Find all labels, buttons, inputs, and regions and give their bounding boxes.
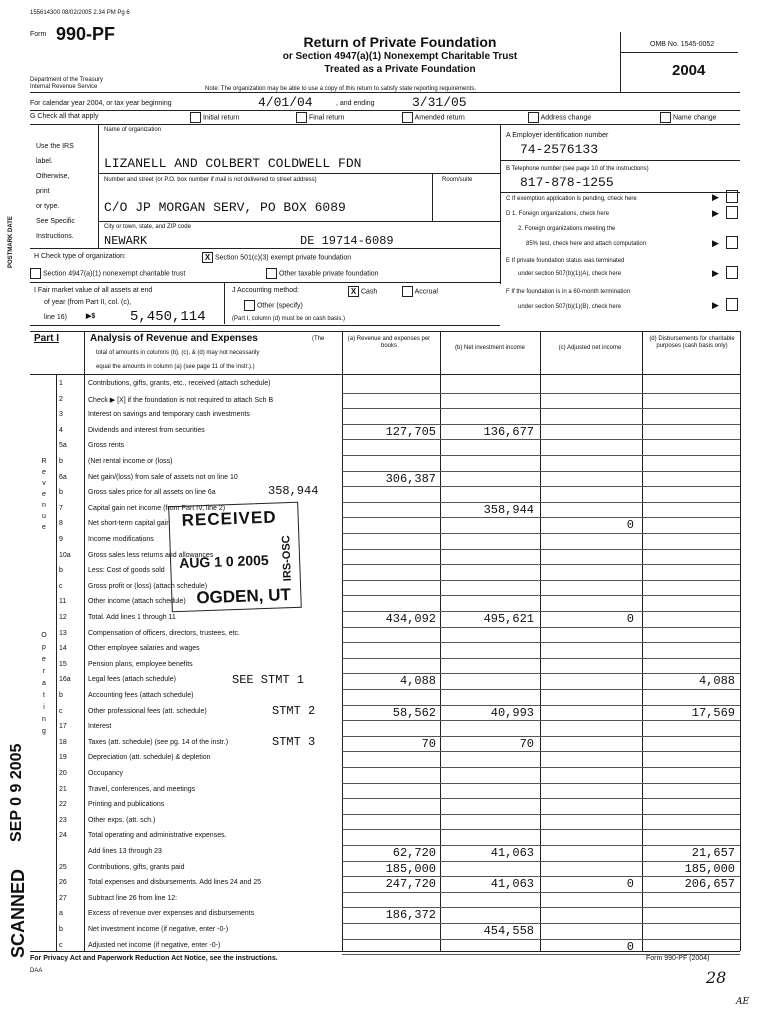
fair-market-value[interactable]: 5,450,114 [130,309,206,325]
line-number: 1 [59,380,63,387]
line-description: Total operating and administrative expenses. [88,832,227,840]
f2-label: under section 507(b)(1)(B), check here [518,304,622,310]
line-description: Income modifications [88,536,154,543]
line-number: 13 [59,629,67,637]
cell-col-b[interactable]: 358,944 [483,502,534,517]
row-rule [342,798,740,799]
footer-privacy: For Privacy Act and Paperwork Reduction Act Notice, see the instructions. [30,955,278,962]
state-zip-field[interactable]: DE 19714-6089 [300,234,394,248]
i-label3: line 16) [44,314,67,321]
line-description: Less: Cost of goods sold [88,567,165,575]
line-description: Legal fees (attach schedule) [88,676,176,684]
cell-col-a[interactable]: 62,720 [392,846,436,860]
line-description: Net short-term capital gain [88,520,171,528]
g-final-return[interactable]: Final return [296,112,344,123]
cell-col-d[interactable]: 4,088 [698,674,735,689]
line-description: Other employee salaries and wages [88,645,200,653]
row-rule [342,533,740,534]
h-opt-501c3[interactable]: X Section 501(c)(3) exempt private foundation [202,252,351,263]
cell-col-b[interactable]: 70 [519,736,534,751]
line-number: 2 [59,395,63,403]
scanned-stamp: SCANNED [8,868,28,958]
initial-return-checkbox[interactable] [190,112,201,123]
line-number: b [59,926,63,933]
line-number: 18 [59,738,67,746]
line-number: 15 [59,660,67,668]
cell-col-c[interactable]: 0 [626,518,634,533]
line-description: Compensation of officers, directors, trustees, etc. [88,629,240,637]
row-rule [342,939,740,940]
irs-label-instructions: Use the IRS label. Otherwise, print or type. See Specific Instructions. [36,143,75,240]
col-d-header: (d) Disbursements for charitable purposes (cash basis only) [649,336,735,349]
line-description: Interest [88,723,112,731]
d1-arrow: ▶ [712,208,719,218]
city-field[interactable]: NEWARK [104,234,148,248]
row-rule [342,829,740,830]
gross-sales-value[interactable]: 358,944 [268,484,319,498]
i-label2: of year (from Part II, col. (c), [44,299,132,306]
cell-col-d[interactable]: 21,657 [691,846,735,860]
form-note: Note: The organization may be able to use a copy of this return to satisfy state reporting requirements. [205,86,477,92]
other-method-checkbox[interactable] [244,300,255,311]
cell-col-b[interactable]: 40,993 [490,705,534,720]
line-description: Other exps. (att. sch.) [88,816,156,824]
line-number: 10a [59,551,71,559]
line-description: (Net rental income or (loss) [88,458,173,465]
f-checkbox[interactable] [726,298,738,311]
org-name-field[interactable]: LIZANELL AND COLBERT COLDWELL FDN [104,156,362,171]
name-change-checkbox[interactable] [660,112,671,123]
cell-col-c[interactable]: 0 [626,939,634,954]
calendar-year-label: For calendar year 2004, or tax year beginning [30,100,172,107]
line-description: Total. Add lines 1 through 11 [88,614,176,621]
accrual-checkbox[interactable] [402,286,413,297]
h-opt-other[interactable]: Other taxable private foundation [266,268,379,279]
g-address-change[interactable]: Address change [528,112,591,123]
cell-col-b[interactable]: 41,063 [490,846,534,860]
row-rule [342,595,740,596]
line-description: Excess of revenue over expenses and disbursements [88,910,255,918]
i-label1: I Fair market value of all assets at end [34,287,153,294]
tax-year-end[interactable]: 3/31/05 [412,95,467,110]
row-rule [342,408,740,409]
line-description: Depreciation (att. schedule) & depletion [88,754,211,762]
tax-year: 2004 [672,62,706,79]
row-rule [342,502,740,503]
line-description: Interest on savings and temporary cash investments [88,411,250,419]
line-number: 7 [59,504,63,512]
line-description: Gross rents [88,442,125,450]
street-field[interactable]: C/O JP MORGAN SERV, PO BOX 6089 [104,200,346,215]
cell-col-c[interactable]: 0 [626,612,634,626]
line-description: Gross profit or (loss) (attach schedule) [88,582,208,590]
line-description: Other income (attach schedule) [88,598,186,606]
cell-col-a[interactable]: 58,562 [392,705,436,720]
g-name-change[interactable]: Name change [660,112,717,123]
row-rule [342,689,740,690]
j-note: (Part I, column (d) must be on cash basis.) [232,316,346,322]
line-description: Dividends and interest from securities [88,426,205,434]
line-number: 20 [59,770,67,777]
form-number: 990-PF [56,24,116,44]
cell-col-a[interactable]: 434,092 [385,612,436,626]
line-number: b [59,458,63,465]
postmark-date-stamp: POSTMARK DATE [8,216,14,268]
received-stamp-irs: IRS-OSC [280,535,294,582]
c-label: C If exemption application is pending, check here [506,196,637,202]
line-number: 26 [59,879,67,887]
row-rule [342,549,740,550]
j-cash-option[interactable]: X Cash [348,286,377,297]
line-number: b [59,692,63,699]
f-arrow: ▶ [712,300,719,310]
line-number: 19 [59,754,67,762]
part1-sub2: equal the amounts in column (a) (see page 11 of the instr.).) [96,364,255,370]
h-label: H Check type of organization: [34,253,126,260]
cell-col-a[interactable]: 186,372 [385,908,436,923]
received-stamp [168,502,302,612]
e2-label: under section 507(b)(1)(A), check here [518,271,622,277]
row-rule [342,720,740,721]
cell-col-a[interactable]: 127,705 [385,424,436,439]
line-description: Occupancy [88,770,124,777]
line-description: Gross sales price for all assets on line 6a [88,489,216,497]
cell-col-d[interactable]: 206,657 [684,877,735,892]
omb-number: OMB No. 1545-0052 [650,41,715,48]
line-description: Gross sales less returns and allowances [88,551,214,559]
row-rule [342,767,740,768]
row-rule [342,439,740,440]
row-rule [342,892,740,893]
col-c-header: (c) Adjusted net income [558,345,622,351]
line-description: Adjusted net income (if negative, enter -0-) [88,941,221,949]
form-subtitle2: Treated as a Private Foundation [324,64,476,75]
handwritten-page-number: 28 [706,968,727,987]
phone-label: B Telephone number (see page 10 of the instructions) [506,166,649,172]
revenue-side-label: R e v e n u e [41,458,47,531]
cell-col-b[interactable]: 41,063 [490,877,534,892]
row-rule [342,642,740,643]
stmt2-reference: STMT 2 [272,704,316,718]
scanned-date-stamp: SEP 0 9 2005 [8,743,25,842]
line-description: Accounting fees (attach schedule) [88,692,194,699]
row-rule [342,783,740,784]
cell-col-d[interactable]: 17,569 [691,705,735,720]
dept-line1: Department of the Treasury [30,77,104,83]
line-description: Taxes (att. schedule) (see pg. 14 of the instr.) [88,738,229,746]
line-number: 23 [59,816,67,824]
line-number: b [59,567,63,575]
ein-field[interactable]: 74-2576133 [520,142,599,157]
ein-label: A Employer identification number [506,132,609,139]
line-description: Travel, conferences, and meetings [88,785,196,793]
footer-daa: DAA [30,968,43,974]
row-rule [342,455,740,456]
received-stamp-date: AUG 1 0 2005 [178,551,269,571]
row-rule [342,393,740,394]
col-a-header: (a) Revenue and expenses per books [347,336,431,349]
j-label: J Accounting method: [232,287,299,294]
row-rule [342,564,740,565]
address-change-checkbox[interactable] [528,112,539,123]
amended-return-checkbox[interactable] [402,112,413,123]
h-501c3-checkbox[interactable]: X [202,252,213,263]
cell-col-a[interactable]: 306,387 [385,471,436,486]
j-other-option[interactable]: Other (specify) [244,300,303,311]
final-return-checkbox[interactable] [296,112,307,123]
line-number: c [59,707,63,715]
city-label: City or town, state, and ZIP code [104,224,191,230]
line-description: Contributions, gifts, grants, etc., received (attach schedule) [88,380,271,387]
line-number: 22 [59,801,67,809]
line-number: 17 [59,723,67,731]
line-number: 4 [59,426,63,434]
cell-col-c[interactable]: 0 [626,877,634,892]
row-rule [342,486,740,487]
line-number: 14 [59,645,67,653]
line-description: Capital gain net income (from Part IV, line 2) [88,504,226,512]
received-stamp-city: OGDEN, UT [196,585,292,608]
line-description: Contributions, gifts, grants paid [88,863,185,871]
dept-line2: Internal Revenue Service [30,84,98,90]
row-rule [342,751,740,752]
line-description: Total expenses and disbursements. Add lines 24 and 25 [88,879,262,887]
row-rule [342,658,740,659]
row-rule [342,580,740,581]
cell-col-a[interactable]: 4,088 [399,674,436,689]
d1-label: D 1. Foreign organizations, check here [506,211,610,217]
received-stamp-text: RECEIVED [181,507,277,530]
line-description: Pension plans, employee benefits [88,660,193,668]
d2-label: 2. Foreign organizations meeting the [518,226,616,232]
cell-col-a[interactable]: 247,720 [385,877,436,892]
part1-sub1: total of amounts in columns (b), (c), & (d) may not necessarily [96,350,260,356]
form-label: Form [30,31,47,38]
line-description: Other professional fees (att. schedule) [88,707,207,715]
handwritten-initials: AE [736,997,750,1007]
h-opt-4947[interactable]: Section 4947(a)(1) nonexempt charitable trust [30,268,185,279]
cell-col-a[interactable]: 185,000 [385,861,436,876]
fax-header: 155614300 08/02/2005 2.34 PM Pg 6 [30,10,130,16]
org-name-label: Name of organization [104,127,162,133]
part1-title: Analysis of Revenue and Expenses [90,333,258,344]
line-description: Printing and publications [88,801,165,809]
f-label: F If the foundation is in a 60-month termination [506,289,631,295]
line-number: 24 [59,832,67,840]
e-arrow: ▶ [712,268,719,278]
cell-col-b[interactable]: 136,677 [483,424,534,439]
line-number: a [59,910,63,918]
expenses-side-label: O p e r a t i n g [41,632,47,735]
part1-label: Part I [34,333,60,344]
cash-checkbox[interactable]: X [348,286,359,297]
stmt1-reference: SEE STMT 1 [232,673,305,687]
col-b-header: (b) Net investment income [454,345,526,351]
d2-arrow: ▶ [712,238,719,248]
d2b-label: 85% test, check here and attach computation [526,241,647,247]
line-number: 9 [59,536,63,543]
room-label: Room/suite [442,177,473,183]
line-description: Subtract line 26 from line 12: [88,894,178,902]
row-rule [342,517,740,518]
form-subtitle1: or Section 4947(a)(1) Nonexempt Charitable Trust [282,51,518,62]
row-rule [342,627,740,628]
line-number: 3 [59,411,63,419]
c-checkbox[interactable] [726,190,738,203]
g-amended-return[interactable]: Amended return [402,112,465,123]
line-number: 12 [59,614,67,621]
g-initial-return[interactable]: Initial return [190,112,240,123]
line-description: Check ▶ [X] if the foundation is not required to attach Sch B [88,396,274,404]
line-number: c [59,582,63,590]
line-number: b [59,489,63,497]
line-number: 11 [59,598,67,606]
line-number: c [59,941,63,949]
cell-col-b[interactable]: 454,558 [483,924,534,938]
h-4947-checkbox[interactable] [30,268,41,279]
line-number: 5a [59,442,67,450]
cell-col-d[interactable]: 185,000 [684,861,735,876]
phone-field[interactable]: 817-878-1255 [520,175,614,190]
d2-checkbox[interactable] [726,236,738,249]
d1-checkbox[interactable] [726,206,738,219]
line-number: 6a [59,473,67,481]
row-rule [342,814,740,815]
e-label: E If private foundation status was terminated [506,258,625,264]
and-ending-label: , and ending [336,100,375,107]
row-rule [342,923,740,924]
line-number: 21 [59,785,67,793]
cell-col-a[interactable]: 70 [421,736,436,751]
cell-col-b[interactable]: 495,621 [483,612,534,626]
e-checkbox[interactable] [726,266,738,279]
line-description: Add lines 13 through 23 [88,848,162,855]
part1-the: (The [312,336,325,342]
h-other-checkbox[interactable] [266,268,277,279]
footer-form: Form 990-PF (2004) [646,955,710,962]
i-arrow: ▶$ [86,313,96,320]
stmt3-reference: STMT 3 [272,735,316,749]
street-label: Number and street (or P.O. box number if mail is not delivered to street address) [104,177,317,183]
line-number: 27 [59,894,67,902]
line-number: 16a [59,676,71,684]
g-check-label: G Check all that apply [30,113,99,120]
line-number: 25 [59,863,67,871]
form-title: Return of Private Foundation [303,34,497,50]
c-arrow: ▶ [712,192,719,202]
line-number: 8 [59,520,63,528]
j-accrual-option[interactable]: Accrual [402,286,438,297]
line-description: Net gain/(loss) from sale of assets not on line 10 [88,473,238,481]
tax-year-begin[interactable]: 4/01/04 [258,95,313,110]
line-description: Net investment income (if negative, enter -0-) [88,926,229,933]
